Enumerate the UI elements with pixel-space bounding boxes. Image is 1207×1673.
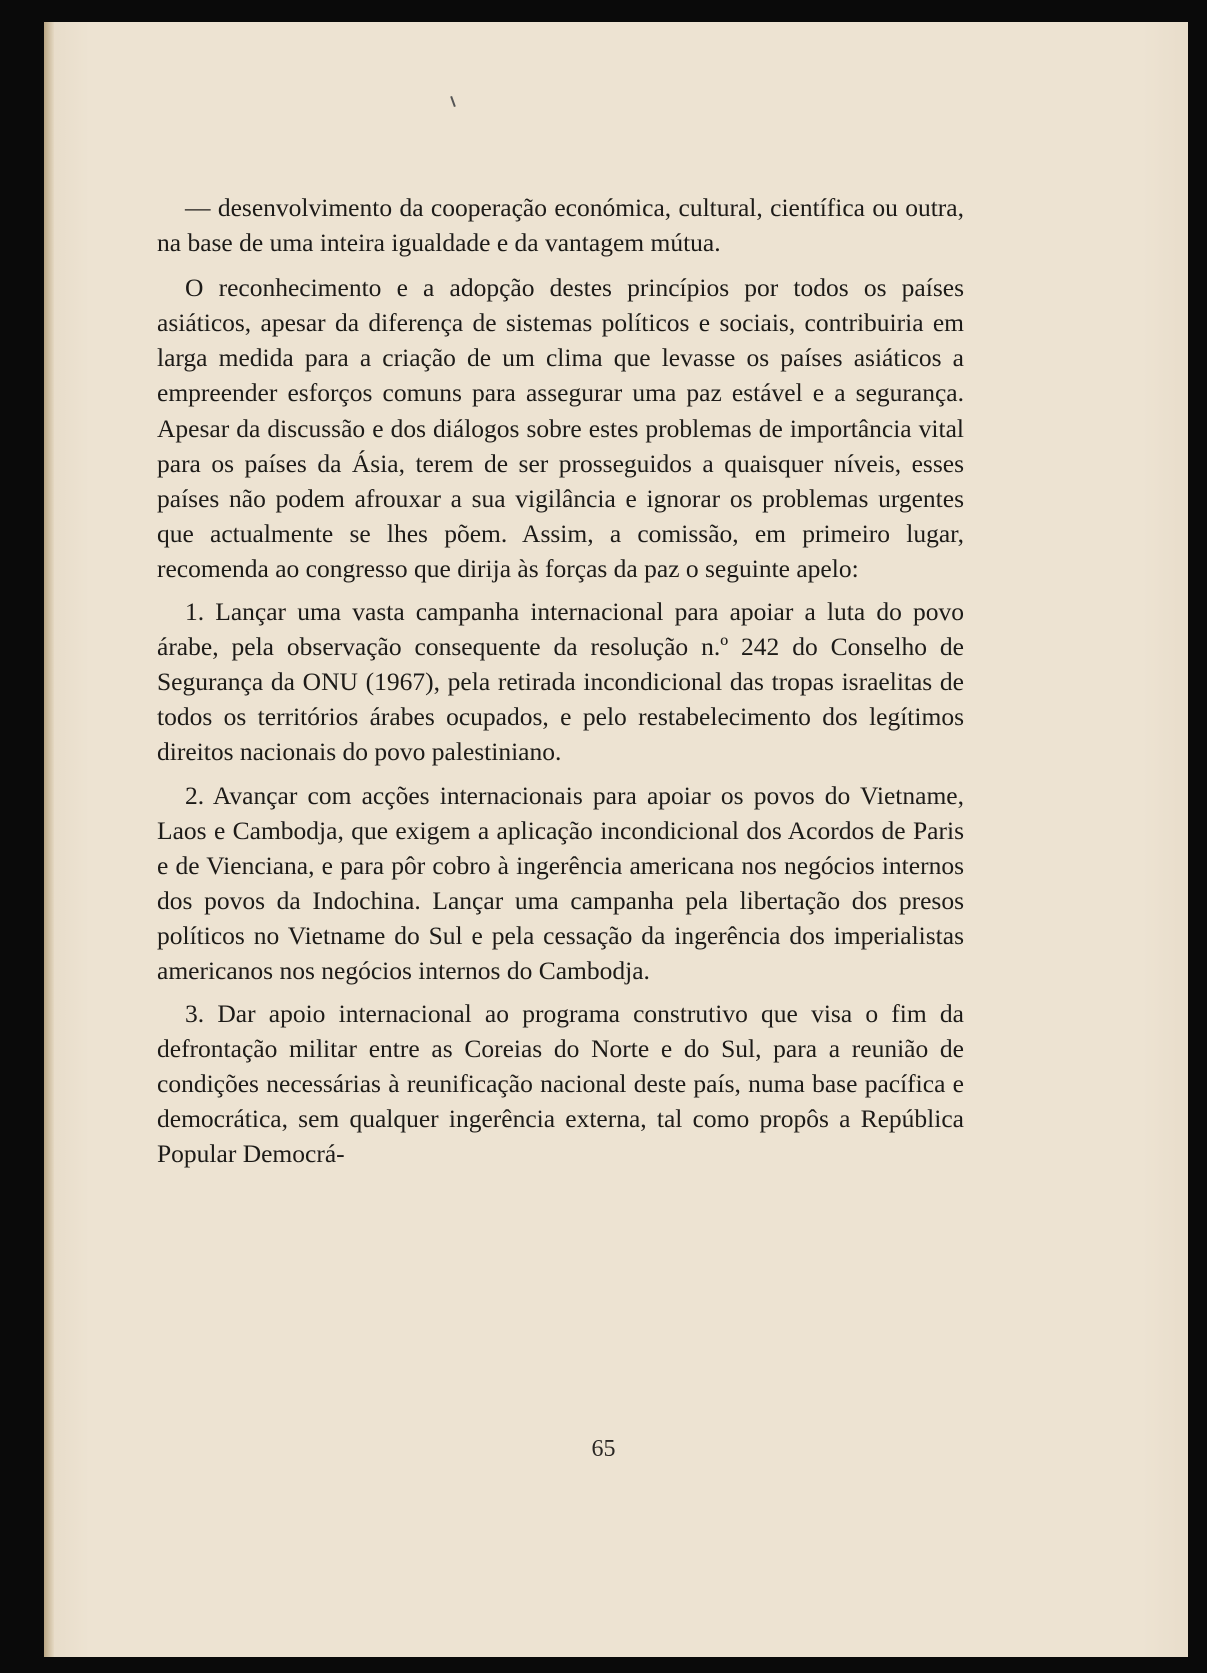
paragraph-item-2: 2. Avançar com acções internacionais para apoiar os povos do Vietname, Laos e Cambodja, que exigem a aplicação incondicional dos Acordos de Paris e de Vienciana, e para pôr cobro à ingerência americana nos negócios internos dos povos da Indochina. Lançar uma campanha pela libertação dos presos políticos no Vietname do Sul e pela cessação da ingerência dos imperialistas americanos nos negócios internos do Cambodja.: [157, 780, 964, 985]
page-binding-edge: [44, 22, 54, 1657]
paragraph-item-3: 3. Dar apoio internacional ao programa construtivo que visa o fim da defrontação militar entre as Coreias do Norte e do Sul, para a reunião de condições necessárias à reunificação nacional deste país, numa base pacífica e democrática, sem qualquer ingerência externa, tal como propôs a República Popular Democrá-: [157, 999, 964, 1169]
paragraph-recognition: O reconhecimento e a adopção destes princípios por todos os países asiáticos, apesar da diferença de sistemas políticos e sociais, contribuiria em larga medida para a criação de um clima que levasse os países asiáticos a empreender esforços comuns para assegurar uma paz estável e a segurança. Apesar da discussão e dos diálogos sobre estes problemas de importância vital para os países da Ásia, terem de ser prosseguidos a quaisquer níveis, esses países não podem afrouxar a sua vigilância e ignorar os problemas urgentes que actualmente se lhes põem. Assim, a comissão, em primeiro lugar, recomenda ao congresso que dirija às forças da paz o seguinte apelo:: [157, 273, 964, 583]
page-number: 65: [591, 1436, 616, 1462]
body-text: [157, 190, 964, 1172]
paragraph-bullet-cooperation: — desenvolvimento da cooperação económica, cultural, científica ou outra, na base de uma inteira igualdade e da vantagem mútua.: [157, 193, 964, 258]
paragraph-item-1: 1. Lançar uma vasta campanha internacional para apoiar a luta do povo árabe, pela observação consequente da resolução n.º 242 do Conselho de Segurança da ONU (1967), pela retirada incondicional das tropas israelitas de todos os territórios árabes ocupados, e pelo restabelecimento dos legítimos direitos nacionais do povo palestiniano.: [157, 597, 964, 767]
